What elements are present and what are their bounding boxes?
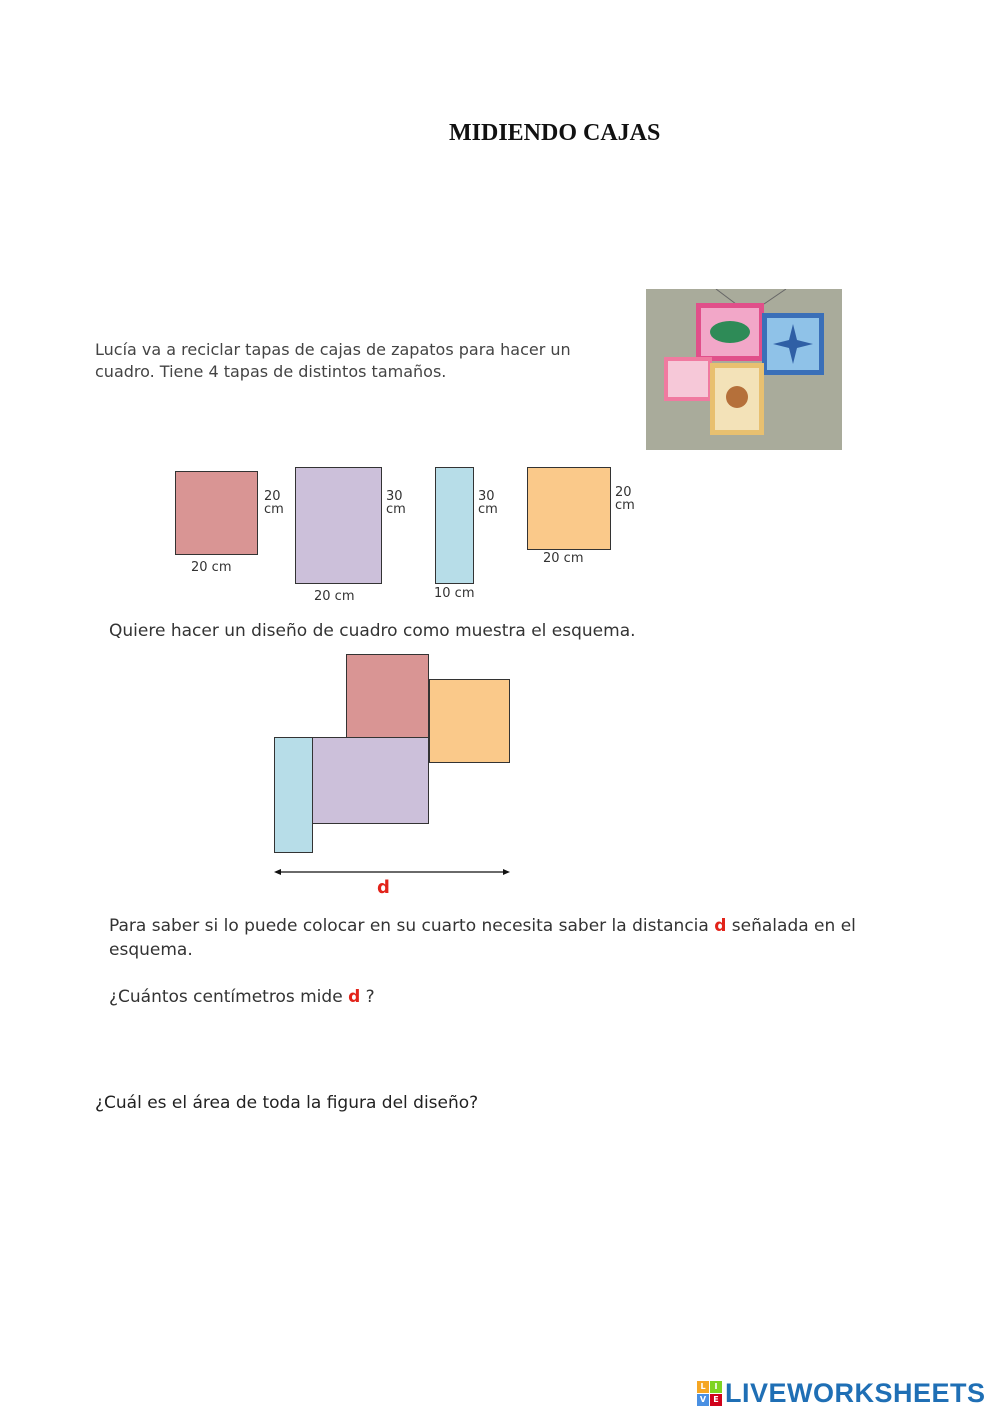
logo-letter-v: V	[697, 1394, 709, 1406]
distance-arrow	[270, 864, 515, 880]
logo-text: LIVEWORKSHEETS	[725, 1377, 986, 1408]
page-title: MIDIENDO CAJAS	[449, 120, 661, 146]
box-frames-illustration	[646, 289, 842, 450]
logo-grid-icon	[697, 1381, 722, 1406]
lid-pink-side-label: 20 cm	[264, 489, 284, 517]
scheme-pink	[346, 654, 429, 738]
lid-purple	[295, 467, 382, 584]
logo-letter-e: E	[710, 1394, 722, 1406]
lid-orange-side-label: 20 cm	[615, 485, 635, 513]
lid-pink	[175, 471, 258, 555]
question-measure-end: ?	[360, 987, 375, 1007]
scheme-purple	[312, 737, 429, 824]
logo-letter-l: L	[697, 1381, 709, 1393]
lid-blue-bottom-label: 10 cm	[434, 586, 475, 601]
logo-letter-i: I	[710, 1381, 722, 1393]
question-measure-text: ¿Cuántos centímetros mide	[109, 987, 349, 1007]
lid-purple-bottom-label: 20 cm	[314, 589, 355, 604]
question-distance	[109, 914, 909, 962]
design-prompt: Quiere hacer un diseño de cuadro como muestra el esquema.	[109, 621, 636, 641]
question-distance-var: d	[714, 916, 727, 936]
lid-blue	[435, 467, 474, 584]
question-area: ¿Cuál es el área de toda la figura del diseño?	[95, 1093, 479, 1113]
lid-orange-bottom-label: 20 cm	[543, 551, 584, 566]
question-measure-var: d	[348, 987, 361, 1007]
lid-orange	[527, 467, 611, 550]
intro-text: Lucía va a reciclar tapas de cajas de zapatos para hacer un cuadro. Tiene 4 tapas de distintos tamaños.	[95, 340, 571, 381]
lid-pink-bottom-label: 20 cm	[191, 560, 232, 575]
question-distance-text-start: Para saber si lo puede colocar en su cuarto necesita saber la distancia	[109, 916, 715, 936]
question-distance-text-end: señalada en el esquema.	[109, 916, 856, 960]
question-measure	[109, 985, 375, 1009]
liveworksheets-logo	[697, 1378, 986, 1408]
distance-label: d	[377, 877, 390, 898]
lid-purple-side-label: 30 cm	[386, 489, 406, 517]
scheme-orange	[429, 679, 510, 763]
lid-blue-side-label: 30 cm	[478, 489, 498, 517]
box-frames-photo	[646, 289, 842, 450]
scheme-blue	[274, 737, 313, 853]
